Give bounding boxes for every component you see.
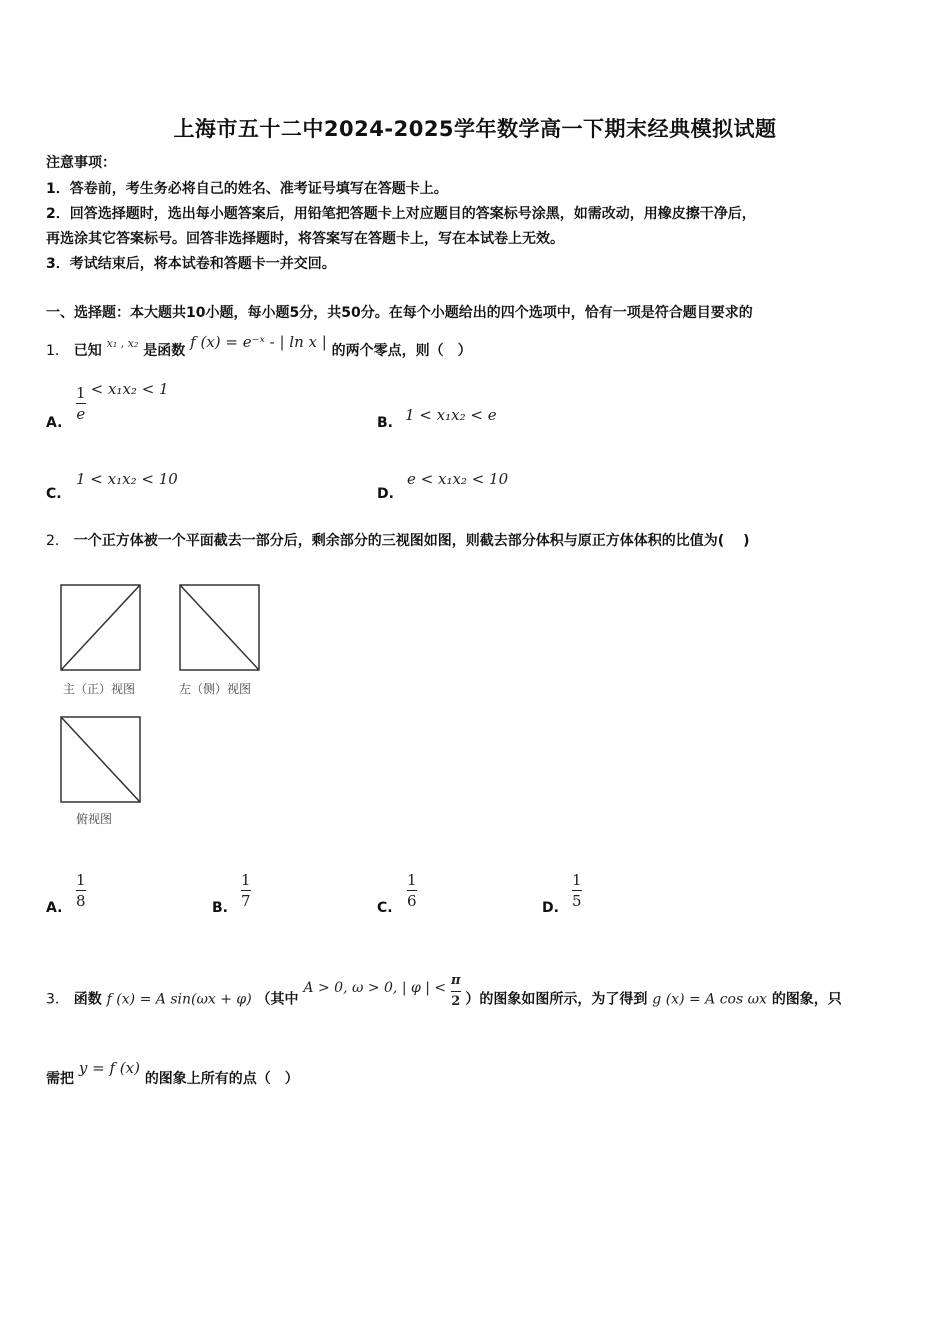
q3-post2: 的图象，只 — [771, 991, 842, 1008]
q3-pre: 函数 — [73, 991, 102, 1008]
question-2 — [46, 530, 749, 550]
q1-option-c[interactable] — [46, 483, 62, 502]
question-number: 3． — [46, 991, 69, 1008]
section-heading: 一、选择题：本大题共10小题，每小题5分，共50分。在每个小题给出的四个选项中，恰有一项是符合题目要求的 — [46, 305, 753, 321]
question-1 — [46, 333, 472, 360]
q3-g-function: g (x) = A cos ωx — [652, 991, 767, 1008]
q2-option-c-fraction: 1 6 — [407, 871, 417, 910]
option-label: A. — [46, 900, 63, 916]
option-label: D. — [377, 486, 394, 502]
page-title: 上海市五十二中2024-2025学年数学高一下期末经典模拟试题 — [173, 117, 777, 141]
side-view — [180, 585, 259, 670]
option-label: A. — [46, 415, 63, 431]
q1-mid: 是函数 — [143, 343, 186, 359]
q1-vars: x₁ , x₂ — [106, 337, 139, 350]
q1-option-a[interactable] — [46, 412, 62, 431]
q3-line2-post: 的图象上所有的点（ ） — [144, 1071, 299, 1087]
q2-option-d-fraction: 1 5 — [572, 871, 582, 910]
q2-option-b[interactable] — [212, 897, 228, 916]
fraction: $\frac{1}{e}$ — [76, 384, 86, 423]
q1-option-b[interactable] — [377, 412, 393, 431]
q2-option-a-fraction: 1 8 — [76, 871, 86, 910]
notice-item-2-cont: 再选涂其它答案标号。回答非选择题时，将答案写在答题卡上，写在本试卷上无效。 — [46, 231, 564, 247]
front-view-caption: 主（正）视图 — [63, 682, 136, 696]
q1-post: 的两个零点，则（ ） — [331, 343, 472, 359]
top-view — [61, 717, 140, 802]
q3-line2-func: y = f (x) — [78, 1059, 140, 1077]
q1-option-d-text: e < x₁x₂ < 10 — [407, 470, 509, 488]
q3-pi-fraction: $\frac{\pi}{2}$ — [451, 973, 461, 1009]
q2-option-a[interactable] — [46, 897, 62, 916]
q1-option-c-text: 1 < x₁x₂ < 10 — [76, 470, 178, 488]
option-label: B. — [212, 900, 228, 916]
side-view-caption: 左（侧）视图 — [179, 682, 252, 696]
top-view-caption: 俯视图 — [76, 812, 113, 826]
question-3 — [46, 973, 842, 1019]
option-label: C. — [46, 486, 62, 502]
q2-text: 一个正方体被一个平面截去一部分后，剩余部分的三视图如图，则截去部分体积与原正方体体积的比值为( ) — [73, 533, 750, 549]
option-label: D. — [542, 900, 559, 916]
q3-line2-pre: 需把 — [46, 1071, 74, 1087]
q1-pre: 已知 — [73, 343, 102, 359]
q3-condition: A > 0, ω > 0, | φ | < — [303, 979, 447, 996]
q1-option-a-math — [76, 380, 169, 423]
question-3-line-2 — [46, 1059, 299, 1088]
q3-function: f (x) = A sin(ωx + φ) — [106, 991, 252, 1008]
q2-option-b-fraction: 1 7 — [241, 871, 251, 910]
question-number: 2． — [46, 533, 69, 549]
q1-option-d[interactable] — [377, 483, 394, 502]
q1-option-a-text: < x₁x₂ < 1 — [90, 380, 169, 398]
option-label: B. — [377, 415, 393, 431]
q3-post: ）的图象如图所示，为了得到 — [465, 991, 648, 1008]
notice-item-2: 2．回答选择题时，选出每小题答案后，用铅笔把答题卡上对应题目的答案标号涂黑，如需改动，用橡皮擦干净后， — [46, 206, 756, 222]
notice-heading: 注意事项： — [46, 155, 116, 171]
notice-item-1: 1．答卷前，考生务必将自己的姓名、准考证号填写在答题卡上。 — [46, 181, 448, 197]
q2-option-c[interactable] — [377, 897, 393, 916]
question-number: 1． — [46, 343, 69, 359]
notice-item-3: 3．考试结束后，将本试卷和答题卡一并交回。 — [46, 256, 336, 272]
q2-option-d[interactable] — [542, 897, 559, 916]
q3-paren-open: （其中 — [256, 991, 299, 1008]
option-label: C. — [377, 900, 393, 916]
front-view — [61, 585, 140, 670]
q1-option-b-text: 1 < x₁x₂ < e — [405, 406, 497, 424]
q1-function: f (x) = e⁻ˣ - | ln x | — [190, 333, 327, 351]
